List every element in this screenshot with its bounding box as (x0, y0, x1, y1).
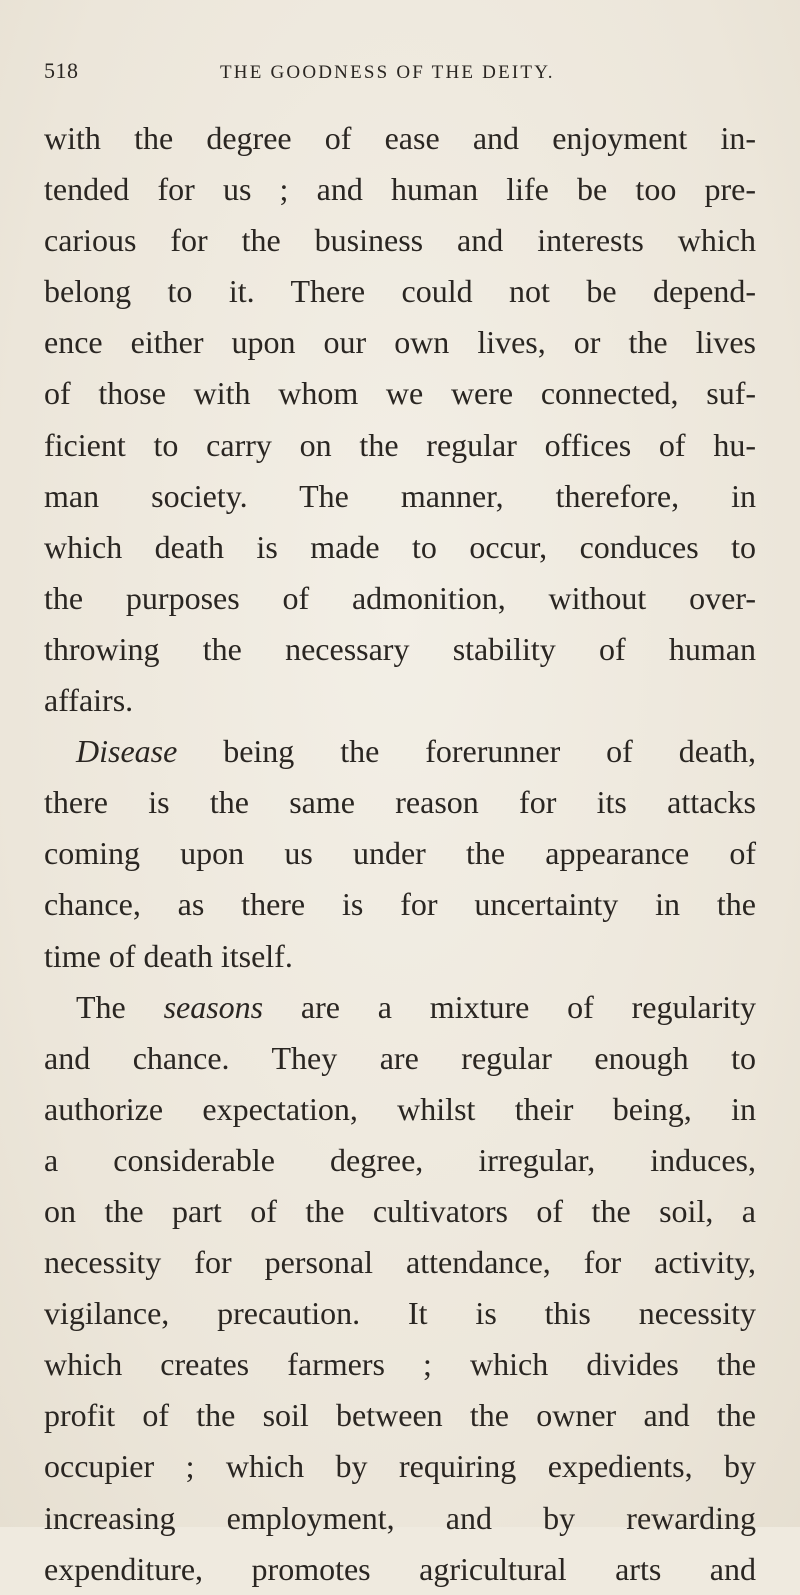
text-line: The seasons are a mixture of regularity (76, 988, 757, 1025)
text-line: profit of the soil between the owner and the (44, 1397, 756, 1434)
text-line: Disease being the forerunner of death, (76, 733, 756, 770)
text-line: throwing the necessary stability of human (44, 630, 756, 667)
italic-term: Disease (76, 733, 178, 770)
running-title: THE GOODNESS OF THE DEITY. (220, 62, 555, 83)
text-line: of those with whom we were connected, suf- (44, 375, 756, 412)
text-line: authorize expectation, whilst their being, in (44, 1090, 756, 1127)
text-line: man society. The manner, therefore, in (44, 477, 756, 514)
text-line: affairs. (44, 682, 134, 719)
text-line: necessity for personal attendance, for activity, (44, 1244, 756, 1281)
text-line: the purposes of admonition, without over- (44, 579, 756, 616)
text-line: occupier ; which by requiring expedients, by (44, 1448, 756, 1485)
italic-term: seasons (163, 988, 264, 1025)
text-line: and chance. They are regular enough to (44, 1039, 756, 1076)
text-line: chance, as there is for uncertainty in the (44, 886, 756, 923)
text-line: coming upon us under the appearance of (44, 835, 756, 872)
text-line: ficient to carry on the regular offices of hu- (44, 426, 756, 463)
text-line: expenditure, promotes agricultural arts and (44, 1550, 756, 1587)
text-line: a considerable degree, irregular, induces, (44, 1141, 756, 1178)
text-line: increasing employment, and by rewarding (44, 1499, 756, 1536)
text-line: ence either upon our own lives, or the lives (44, 324, 756, 361)
running-head (44, 54, 756, 94)
text-line: which death is made to occur, conduces to (44, 528, 756, 565)
body-text (44, 113, 756, 1595)
text-line: carious for the business and interests which (44, 222, 756, 259)
text-line: time of death itself. (44, 937, 293, 974)
text-line: on the part of the cultivators of the soil, a (44, 1192, 756, 1229)
text-line: there is the same reason for its attacks (44, 784, 756, 821)
text-line: belong to it. There could not be depend- (44, 273, 756, 310)
text-line: tended for us ; and human life be too pre- (44, 171, 756, 208)
text-line: with the degree of ease and enjoyment in- (44, 120, 756, 156)
text-line: vigilance, precaution. It is this necessity (44, 1295, 756, 1332)
page-number: 518 (44, 58, 79, 83)
text-line: which creates farmers ; which divides the (44, 1346, 756, 1383)
